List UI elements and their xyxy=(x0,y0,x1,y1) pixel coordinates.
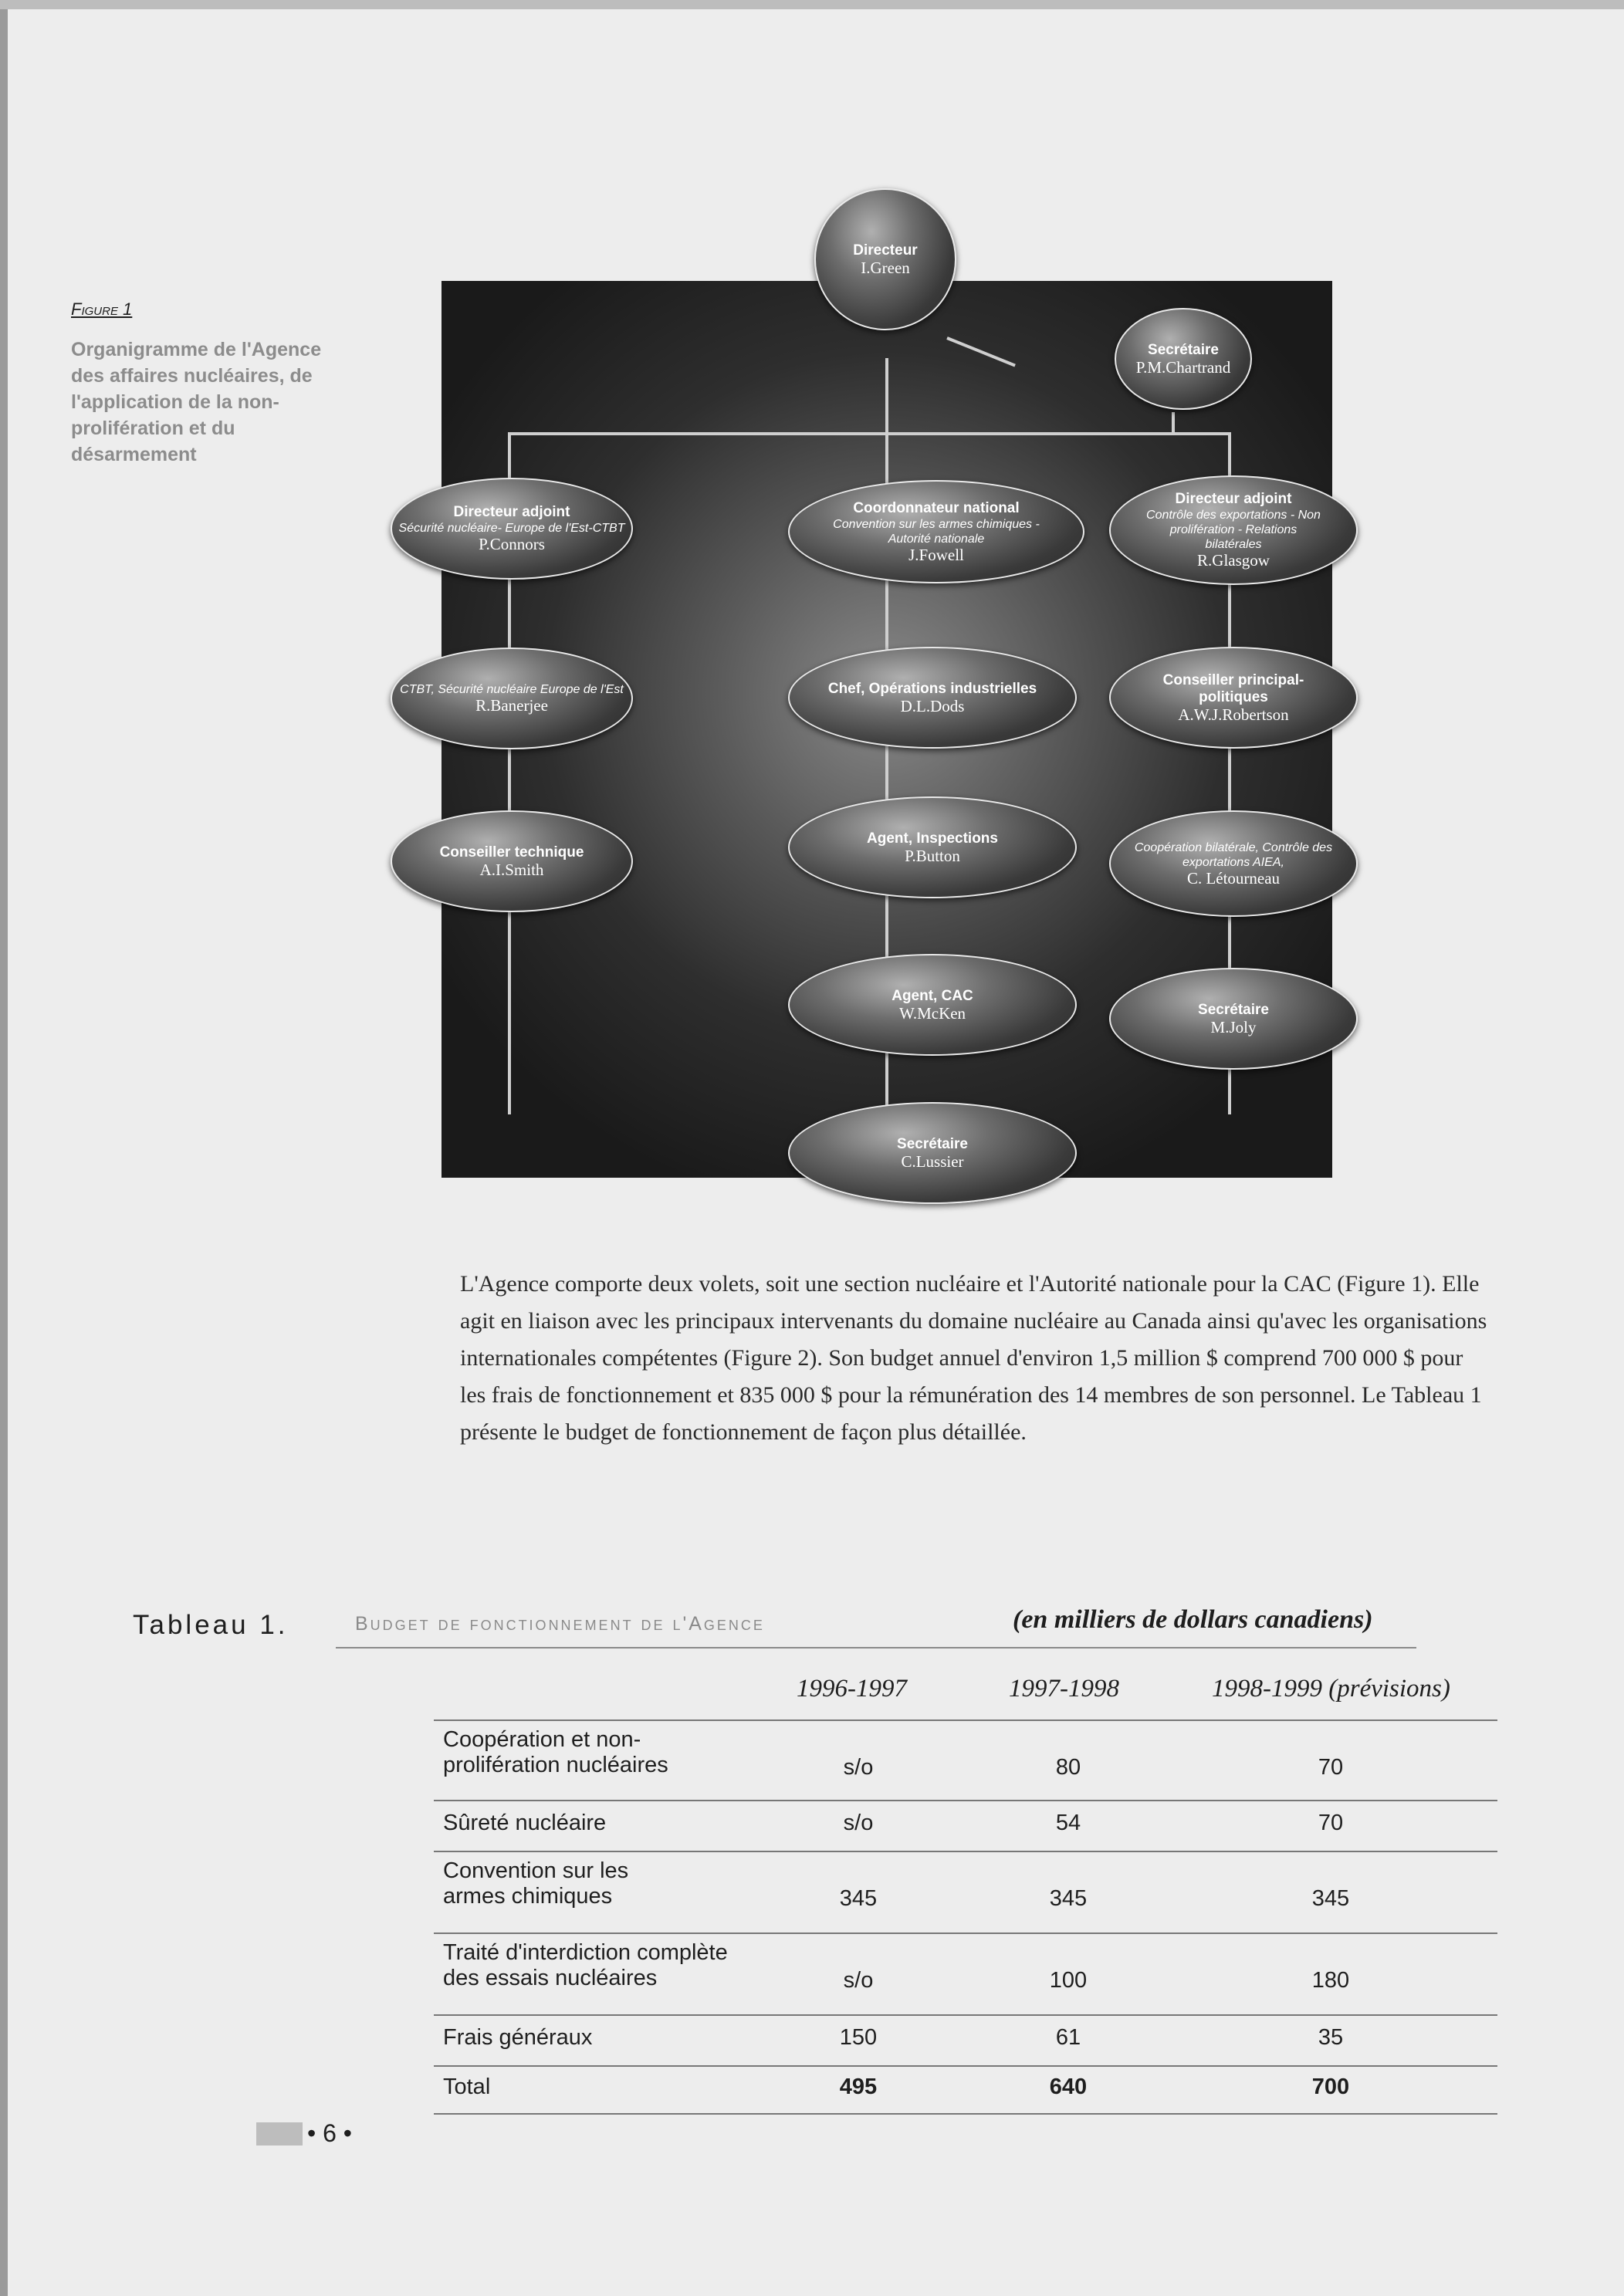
org-node-deputy-director-left: Directeur adjoint Sécurité nucléaire- Europe de l'Est-CTBT P.Connors xyxy=(391,478,633,580)
table-title: Budget de fonctionnement de l'Agence xyxy=(355,1613,765,1635)
table-label: Tableau 1. xyxy=(133,1610,289,1640)
org-node-director: Directeur I.Green xyxy=(814,188,956,330)
page-edge-top xyxy=(0,0,1624,9)
page-edge-left xyxy=(0,0,8,2296)
table-title-rule xyxy=(336,1647,1416,1648)
org-node-inspections-agent: Agent, Inspections P.Button xyxy=(788,796,1077,898)
org-node-operations-chief: Chef, Opérations industrielles D.L.Dods xyxy=(788,647,1077,749)
column-header: 1998-1999 (prévisions) xyxy=(1212,1675,1450,1703)
table-row: Frais généraux 150 61 35 xyxy=(434,2014,1497,2062)
org-chart xyxy=(398,242,1333,1178)
connector-line xyxy=(946,336,1016,367)
connector-line xyxy=(508,432,511,478)
footer-logo-box xyxy=(256,2122,303,2146)
org-node-technical-advisor: Conseiller technique A.I.Smith xyxy=(391,810,633,912)
page-number: • 6 • xyxy=(307,2119,352,2147)
org-node-right-secretary: Secrétaire M.Joly xyxy=(1109,968,1358,1070)
figure-caption: Organigramme de l'Agence des affaires nucléaires, de l'application de la non-prolifération et du désarmement xyxy=(71,339,322,465)
org-node-senior-policy-advisor: Conseiller principal-politiques A.W.J.Robertson xyxy=(1109,647,1358,749)
org-node-center-secretary: Secrétaire C.Lussier xyxy=(788,1102,1077,1204)
connector-line xyxy=(885,358,888,434)
table-row: Convention sur les armes chimiques 345 345 345 xyxy=(434,1851,1497,1929)
figure-label: Figure 1 xyxy=(71,299,133,319)
org-node-cac-agent: Agent, CAC W.McKen xyxy=(788,954,1077,1056)
org-node-deputy-director-right: Directeur adjoint Contrôle des exportations - Non prolifération - Relations bilatérales R.Glasgow xyxy=(1109,475,1358,585)
org-node-ctbt-officer: CTBT, Sécurité nucléaire Europe de l'Est R.Banerjee xyxy=(391,648,633,749)
table-row: Sûreté nucléaire s/o 54 70 xyxy=(434,1800,1497,1849)
org-node-secretary: Secrétaire P.M.Chartrand xyxy=(1115,308,1252,410)
connector-line xyxy=(1228,432,1231,478)
table-row: Traité d'interdiction complète des essais nucléaires s/o 100 180 xyxy=(434,1932,1497,2011)
org-node-national-coordinator: Coordonnateur national Convention sur les armes chimiques - Autorité nationale J.Fowell xyxy=(788,480,1084,583)
table-row-total: Total 495 640 700 xyxy=(434,2065,1497,2115)
org-node-bilateral-cooperation: Coopération bilatérale, Contrôle des exportations AIEA, C. Létourneau xyxy=(1109,810,1358,917)
column-header: 1997-1998 xyxy=(1009,1675,1119,1703)
connector-line xyxy=(508,432,1231,435)
connector-line xyxy=(1172,412,1175,434)
table-row: Coopération et non- prolifération nucléaires s/o 80 70 xyxy=(434,1719,1497,1798)
column-header: 1996-1997 xyxy=(797,1675,907,1703)
table-unit: (en milliers de dollars canadiens) xyxy=(1013,1605,1373,1634)
body-paragraph: L'Agence comporte deux volets, soit une section nucléaire et l'Autorité nationale pour la CAC (Figure 1). Elle agit en liaison avec les principaux intervenants du domaine nucléaire au Canada ainsi qu'avec les organisations internationales compétentes (Figure 2). Son budget annuel d'environ 1,5 million $ comprend 700 000 $ pour les frais de fonctionnement et 835 000 $ pour la rémunération des 14 membres de son personnel. Le Tableau 1 présente le budget de fonctionnement de façon plus détaillée. xyxy=(460,1271,1487,1445)
